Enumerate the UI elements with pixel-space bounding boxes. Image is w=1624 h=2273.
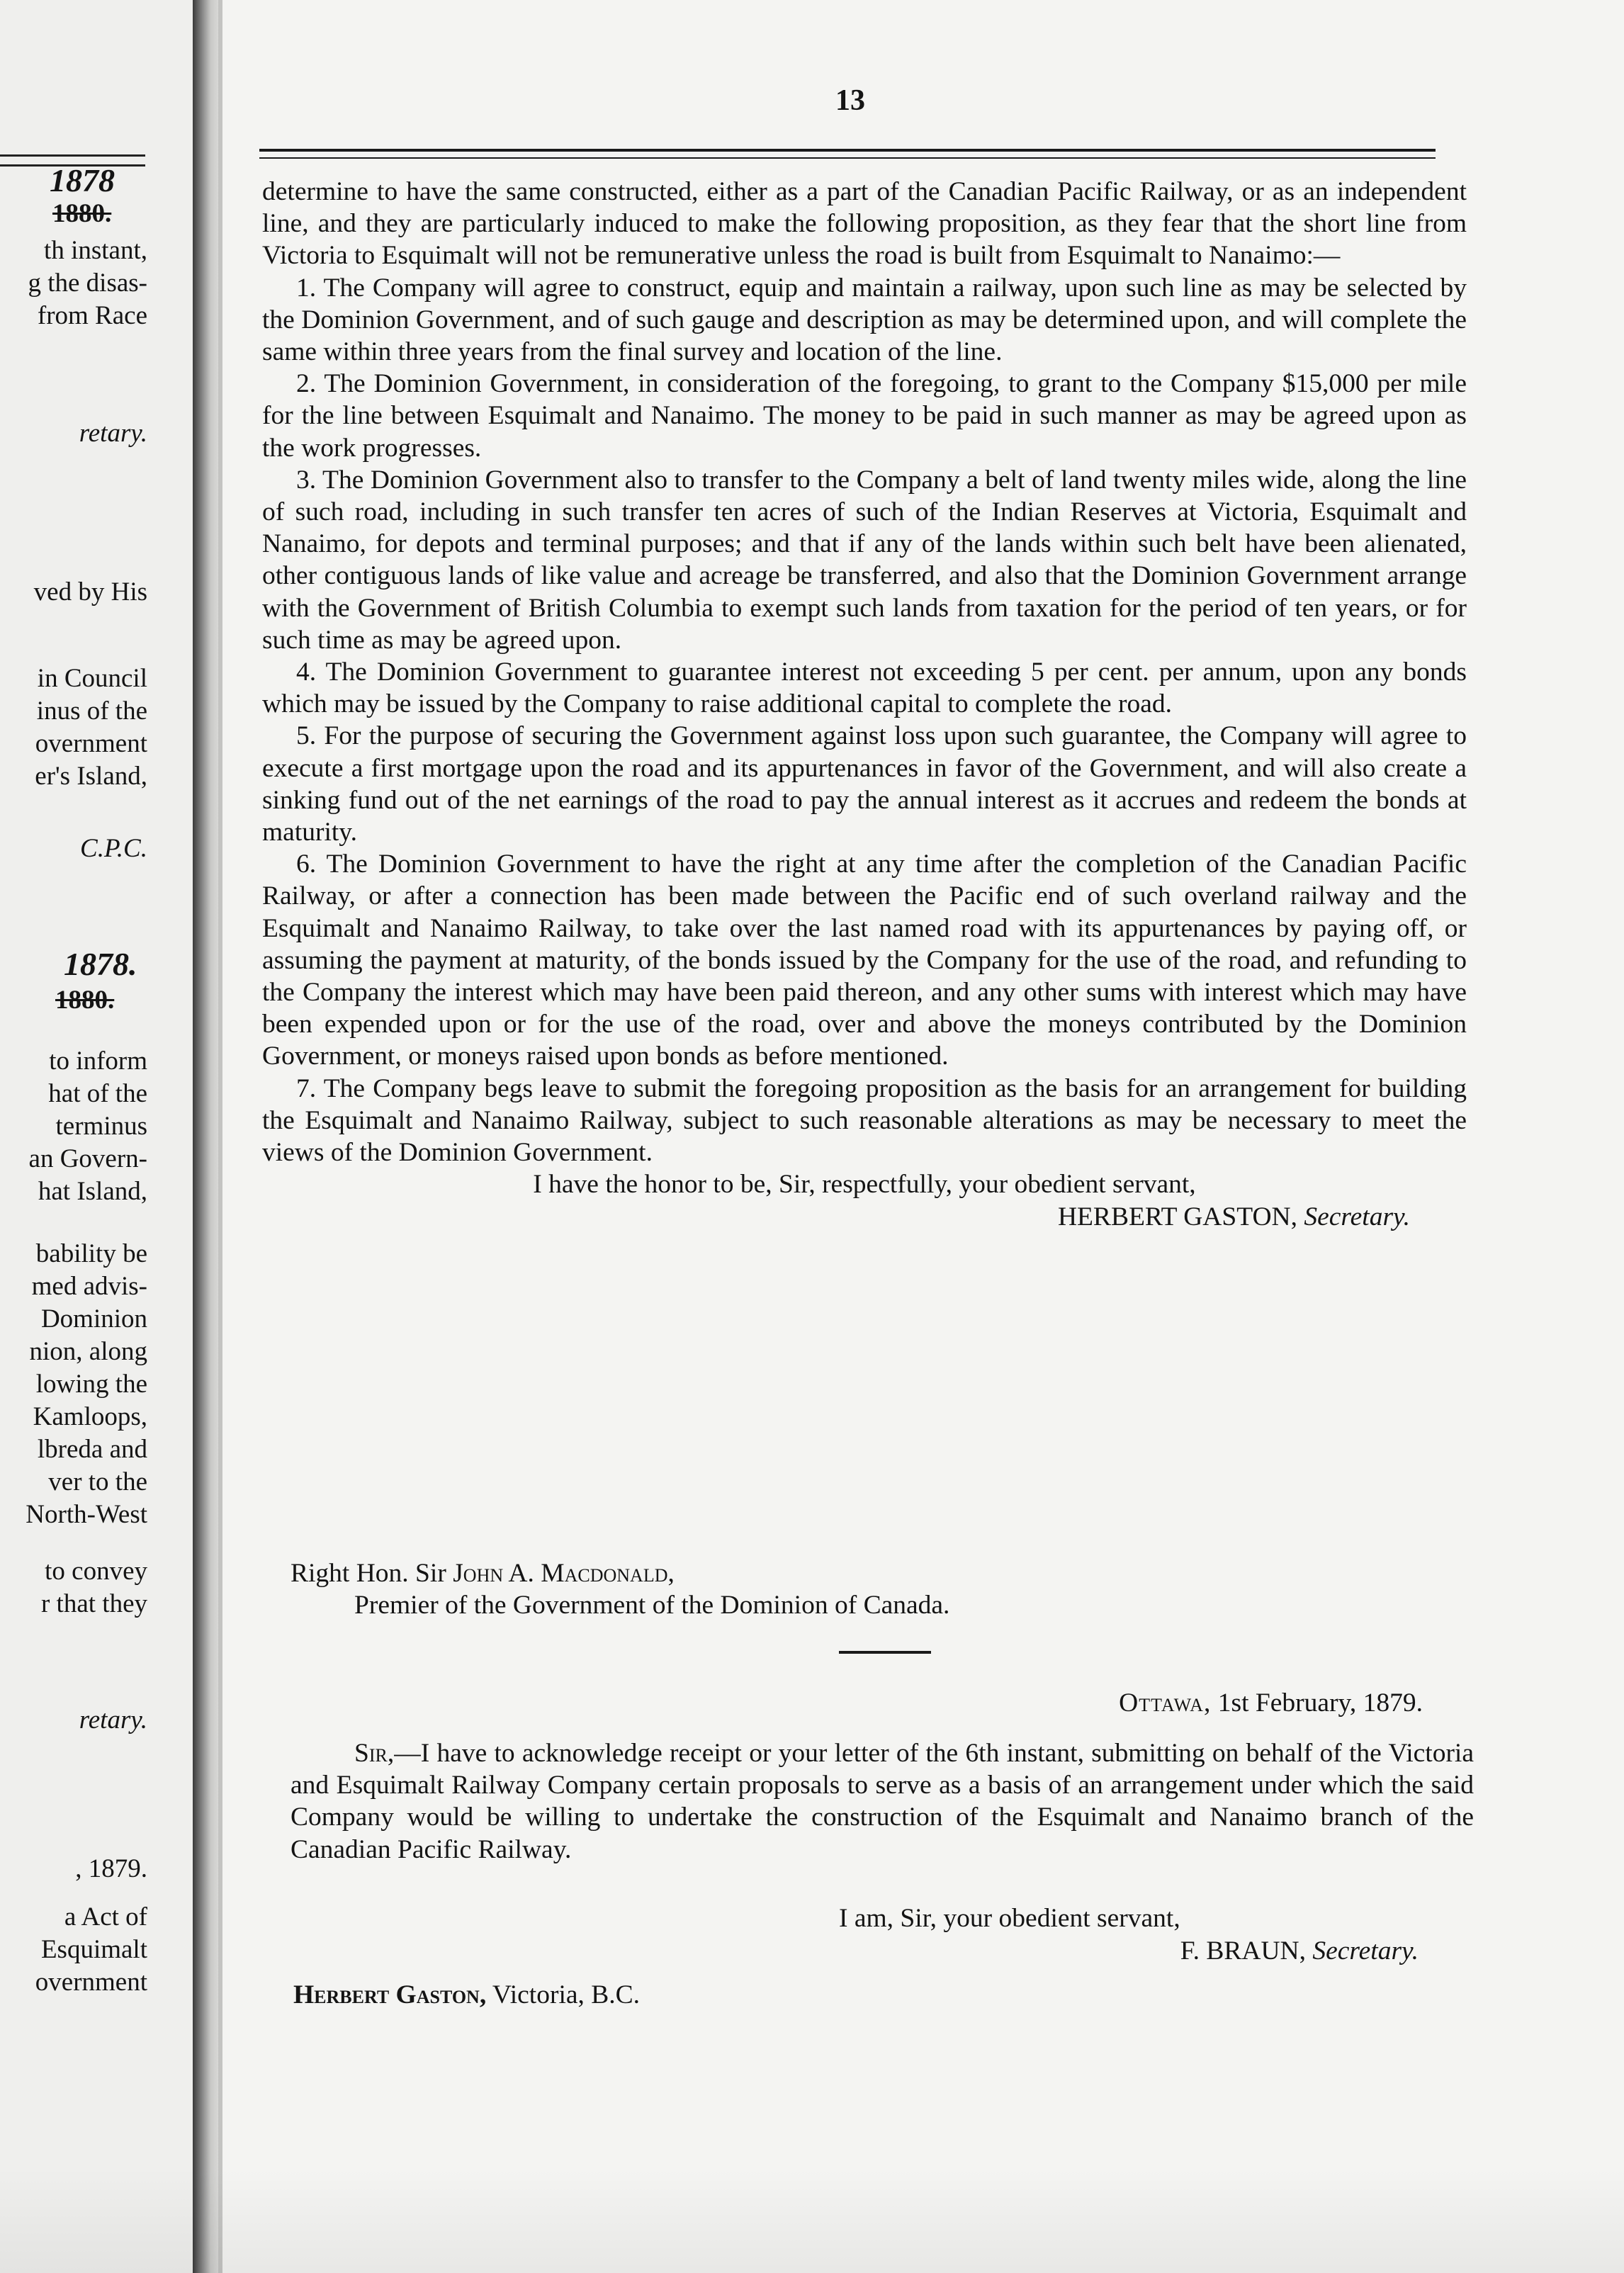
reply-signature-title: Secretary. — [1312, 1936, 1419, 1965]
left-line: hat of the — [48, 1079, 147, 1108]
reply-letter — [291, 1737, 1474, 1866]
left-line: Kamloops, — [33, 1402, 147, 1431]
left-line: lbreda and — [37, 1435, 147, 1464]
addressee-prefix: Right Hon. Sir — [291, 1559, 453, 1588]
left-line: th instant, — [44, 236, 147, 265]
left-line: Dominion — [40, 1304, 147, 1333]
left-line: g the disas- — [28, 269, 147, 298]
left-line: lowing the — [35, 1370, 147, 1399]
book-gutter — [193, 0, 218, 2273]
left-line: med advis- — [31, 1272, 147, 1301]
reply-place: Ottawa, — [1119, 1688, 1212, 1718]
left-date: , 1879. — [75, 1854, 147, 1883]
left-line: from Race — [37, 301, 147, 330]
left-line: nion, along — [29, 1337, 147, 1366]
reply-recipient-name: Herbert Gaston, — [293, 1980, 487, 2009]
addressee-title: Premier of the Government of the Dominion of Canada. — [354, 1591, 950, 1620]
left-line: terminus — [55, 1112, 147, 1141]
reply-text: —I have to acknowledge receipt or your letter of the 6th instant, submitting on behalf of the Victoria and Esquimalt Railway Company certain proposals to serve as a basis of an arrangement under which the said Company would be willing to undertake the construction of the Esquimalt and Nanaimo branch of the Canadian Pacific Railway. — [291, 1739, 1474, 1864]
left-line: inus of the — [36, 696, 147, 726]
letter-body — [262, 176, 1467, 1233]
left-line: bability be — [35, 1239, 147, 1268]
left-line: to inform — [49, 1047, 147, 1076]
reply-recipient — [293, 1980, 640, 2010]
reply-date: 1st February, 1879. — [1217, 1688, 1423, 1718]
page-shadow — [0, 2168, 1624, 2273]
reply-salutation: Sir, — [354, 1739, 395, 1768]
left-line: in Council — [37, 664, 147, 693]
left-line: ved by His — [33, 577, 147, 607]
header-rule — [259, 149, 1436, 159]
page-edge — [218, 0, 222, 2273]
proposition-item-2: 2. The Dominion Government, in consideration of the foregoing, to grant to the Company $15,000 per mile for the line between Esquimalt and Nanaimo. The money to be paid in such manner as may be agreed upon as the work progresses. — [262, 369, 1467, 463]
left-line: r that they — [40, 1589, 147, 1618]
left-line: overnment — [35, 729, 147, 758]
left-page-rule — [0, 154, 145, 157]
left-line: er's Island, — [35, 762, 147, 791]
reply-signature-name: F. BRAUN, — [1180, 1936, 1307, 1965]
left-line: ver to the — [48, 1467, 147, 1496]
left-line: overnment — [35, 1968, 147, 1997]
left-line: an Govern- — [28, 1144, 147, 1173]
reply-dateline — [1119, 1688, 1423, 1718]
signature-name: HERBERT GASTON, — [1057, 1202, 1298, 1231]
left-line: hat Island, — [38, 1177, 147, 1206]
reply-recipient-place: Victoria, B.C. — [492, 1980, 641, 2009]
addressee-name: John A. Macdonald, — [453, 1559, 675, 1588]
reply-paragraph — [291, 1737, 1474, 1866]
proposition-item-7: 7. The Company begs leave to submit the foregoing proposition as the basis for an arrangement for building the Esquimalt and Nanaimo Railway, subject to such reasonable alterations as may be necessary to meet the views of the Dominion Government. — [262, 1073, 1467, 1168]
left-facing-page — [0, 0, 194, 2273]
proposition-item-5: 5. For the purpose of securing the Government against loss upon such guarantee, the Company will agree to execute a first mortgage upon the road and its appurtenances in favor of the Government, and will also create a sinking fund out of the net earnings of the road to pay the annual interest as it accrues and redeem the bonds at maturity. — [262, 721, 1467, 847]
left-line: North-West — [26, 1500, 147, 1529]
letter-closing: I have the honor to be, Sir, respectfully, your obedient servant, — [533, 1170, 1196, 1200]
proposition-item-4: 4. The Dominion Government to guarantee interest not exceeding 5 per cent. per annum, upon any bonds which may be issued by the Company to raise additional capital to complete the road. — [262, 658, 1467, 719]
letter-signature — [262, 1201, 1467, 1233]
handwritten-year-note: 1878. — [64, 946, 137, 982]
page-number: 13 — [835, 84, 865, 117]
left-line: to convey — [45, 1557, 147, 1586]
section-divider — [839, 1651, 931, 1654]
intro-paragraph: determine to have the same constructed, either as a part of the Canadian Pacific Railway, or as an independent line, and they are particularly induced to make the following proposition, as they fear that the short line from Victoria to Esquimalt will not be remunerative unless the road is built from Esquimalt to Nanaimo:— — [262, 177, 1467, 271]
left-signature: retary. — [79, 419, 147, 448]
left-signature: retary. — [79, 1705, 147, 1735]
struck-year: 1880. — [52, 199, 112, 228]
left-line: a Act of — [64, 1902, 147, 1931]
left-line: Esquimalt — [40, 1935, 147, 1964]
proposition-item-3: 3. The Dominion Government also to transfer to the Company a belt of land twenty miles wide, along the line of such road, including in such transfer ten acres of such of the Indian Reserves at Victoria, Esquimalt and Nanaimo, for depots and terminal purposes; and that if any of the lands within such belt have been alienated, other contiguous lands of like value and acreage be transferred, and also that the Dominion Government arrange with the Government of British Columbia to exempt such lands from taxation for the period of ten years, or for such time as may be agreed upon. — [262, 465, 1467, 655]
reply-signature — [1180, 1936, 1419, 1966]
handwritten-year-note: 1878 — [50, 162, 115, 198]
signature-title: Secretary. — [1304, 1202, 1410, 1231]
struck-year: 1880. — [55, 986, 115, 1015]
left-signature: C.P.C. — [80, 834, 147, 863]
reply-closing: I am, Sir, your obedient servant, — [839, 1904, 1180, 1933]
proposition-item-1: 1. The Company will agree to construct, equip and maintain a railway, upon such line as may be selected by the Dominion Government, and of such gauge and description as may be determined upon, and will complete the same within three years from the final survey and location of the line. — [262, 273, 1467, 367]
proposition-item-6: 6. The Dominion Government to have the right at any time after the completion of the Canadian Pacific Railway, or after a connection has been made between the Pacific end of such overland railway and the Esquimalt and Nanaimo Railway, to take over the last named road with its appurtenances by paying off, or assuming the payment at maturity, of the bonds issued by the Company for the use of the road, and refunding to the Company the interest which may have been paid thereon, and any other sums with interest which may have been expended upon or for the use of the road, over and above the moneys contributed by the Dominion Government, or moneys raised upon bonds as before mentioned. — [262, 850, 1467, 1071]
addressee-block — [291, 1557, 949, 1621]
